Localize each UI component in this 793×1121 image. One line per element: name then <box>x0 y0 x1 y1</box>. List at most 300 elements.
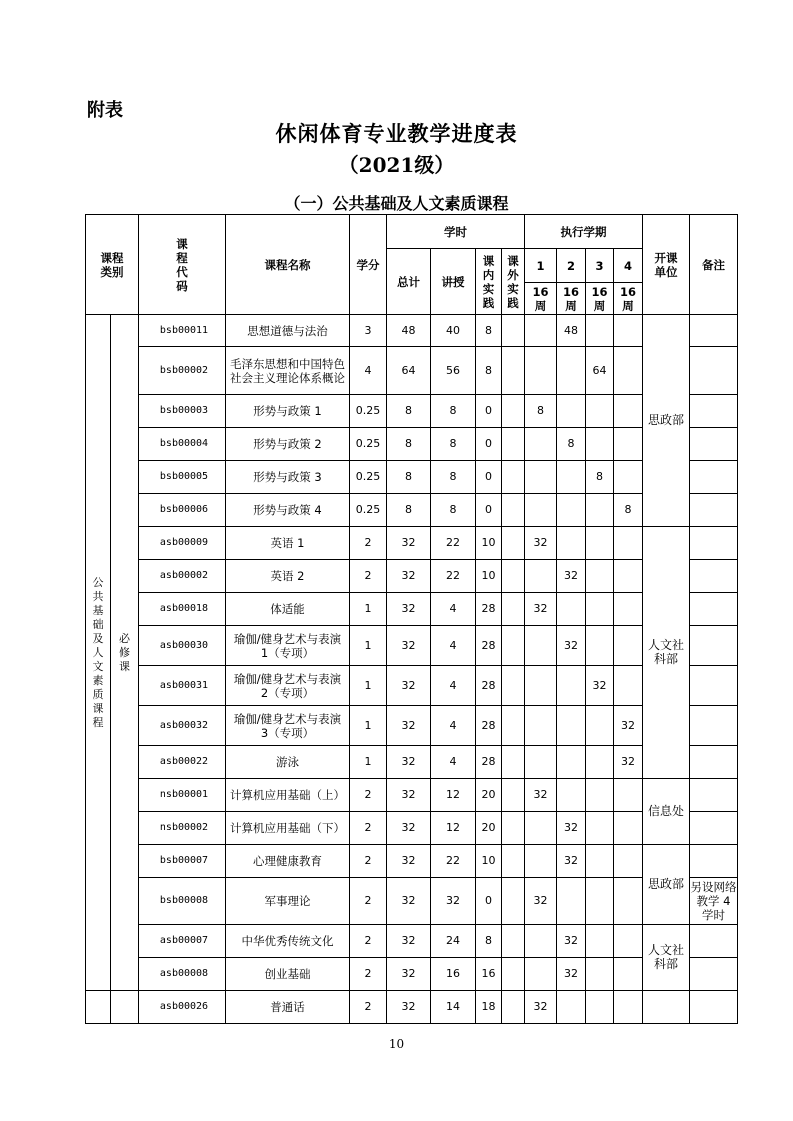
cell-s3: 8 <box>586 461 614 494</box>
course-code: asb00002 <box>139 560 226 593</box>
cell-s4 <box>614 461 643 494</box>
cell-s4: 32 <box>614 746 643 779</box>
cell-s1 <box>525 428 557 461</box>
cell-lecture: 4 <box>431 746 476 779</box>
cell-s4: 8 <box>614 494 643 527</box>
cell-s1 <box>525 560 557 593</box>
cell-lecture: 24 <box>431 925 476 958</box>
note-cell <box>690 428 738 461</box>
cell-s4 <box>614 812 643 845</box>
cell-credits: 0.25 <box>350 395 387 428</box>
dept-cell <box>643 315 690 527</box>
cell-total: 32 <box>387 925 431 958</box>
course-name: 形势与政策 3 <box>226 461 350 494</box>
schedule-table <box>85 214 738 1024</box>
table-row <box>86 428 738 461</box>
cell-out-practice <box>502 991 525 1024</box>
cell-s1: 8 <box>525 395 557 428</box>
header-dept: 开课单位 <box>643 215 690 315</box>
cell-in-practice: 8 <box>476 347 502 395</box>
course-name: 计算机应用基础（上） <box>226 779 350 812</box>
course-name: 体适能 <box>226 593 350 626</box>
table-row <box>86 666 738 706</box>
category-main-label: 公共基础及人文素质课程 <box>92 575 104 729</box>
dept-label: 思政部 <box>647 413 684 427</box>
cell-s3 <box>586 845 614 878</box>
cell-credits: 1 <box>350 746 387 779</box>
cell-s3 <box>586 626 614 666</box>
course-name: 英语 2 <box>226 560 350 593</box>
course-name: 瑜伽/健身艺术与表演 1（专项） <box>226 626 350 666</box>
cell-s4 <box>614 395 643 428</box>
cell-credits: 2 <box>350 527 387 560</box>
note-cell <box>690 925 738 958</box>
course-code: asb00022 <box>139 746 226 779</box>
course-code: nsb00001 <box>139 779 226 812</box>
cell-s4 <box>614 958 643 991</box>
cell-credits: 1 <box>350 626 387 666</box>
cell-s1 <box>525 746 557 779</box>
cell-lecture: 56 <box>431 347 476 395</box>
cell-s4 <box>614 347 643 395</box>
cell-total: 32 <box>387 666 431 706</box>
cell-lecture: 12 <box>431 812 476 845</box>
cell-total: 32 <box>387 845 431 878</box>
course-code: nsb00002 <box>139 812 226 845</box>
table-row <box>86 347 738 395</box>
cell-credits: 2 <box>350 958 387 991</box>
category-sub-empty <box>111 991 139 1024</box>
note-cell <box>690 347 738 395</box>
cell-in-practice: 0 <box>476 878 502 925</box>
cell-s1 <box>525 958 557 991</box>
category-main <box>86 315 111 991</box>
cell-out-practice <box>502 461 525 494</box>
header-weeks3: 16周 <box>586 283 614 315</box>
dept-label: 人文社科部 <box>647 638 684 666</box>
note-cell <box>690 666 738 706</box>
cell-credits: 0.25 <box>350 461 387 494</box>
header-hours-total: 总计 <box>387 249 431 315</box>
cell-s3 <box>586 395 614 428</box>
cell-s2 <box>557 494 586 527</box>
cell-credits: 1 <box>350 593 387 626</box>
cell-s2: 32 <box>557 560 586 593</box>
cell-out-practice <box>502 845 525 878</box>
header-sem3: 3 <box>586 249 614 283</box>
cell-s2: 32 <box>557 845 586 878</box>
document-title: 休闲体育专业教学进度表 <box>275 121 518 146</box>
cell-lecture: 22 <box>431 527 476 560</box>
header-code: 课程代码 <box>139 215 226 315</box>
note-cell <box>690 593 738 626</box>
cell-s4 <box>614 845 643 878</box>
table-row <box>86 395 738 428</box>
dept-label: 思政部 <box>647 877 684 891</box>
cell-in-practice: 20 <box>476 779 502 812</box>
cell-s4: 32 <box>614 706 643 746</box>
cell-total: 48 <box>387 315 431 347</box>
page-number: 10 <box>388 1037 405 1051</box>
header-semesters: 执行学期 <box>525 215 643 249</box>
cell-s2: 32 <box>557 925 586 958</box>
course-name: 形势与政策 4 <box>226 494 350 527</box>
cell-total: 32 <box>387 560 431 593</box>
document-subtitle: （2021级） <box>338 153 455 177</box>
cell-out-practice <box>502 347 525 395</box>
cell-out-practice <box>502 593 525 626</box>
cell-s2 <box>557 991 586 1024</box>
cell-total: 32 <box>387 958 431 991</box>
cell-lecture: 12 <box>431 779 476 812</box>
cell-total: 8 <box>387 428 431 461</box>
dept-cell-empty <box>643 991 690 1024</box>
cell-s1 <box>525 315 557 347</box>
cell-s2: 8 <box>557 428 586 461</box>
dept-label: 信息处 <box>647 804 684 818</box>
cell-s2: 32 <box>557 626 586 666</box>
cell-lecture: 4 <box>431 706 476 746</box>
cell-credits: 0.25 <box>350 428 387 461</box>
cell-out-practice <box>502 626 525 666</box>
course-name: 普通话 <box>226 991 350 1024</box>
cell-s4 <box>614 666 643 706</box>
cell-s4 <box>614 925 643 958</box>
cell-s1 <box>525 666 557 706</box>
cell-credits: 4 <box>350 347 387 395</box>
section-title: （一）公共基础及人文素质课程 <box>284 194 509 213</box>
cell-total: 32 <box>387 991 431 1024</box>
course-code: bsb00002 <box>139 347 226 395</box>
cell-s1 <box>525 347 557 395</box>
header-hours: 学时 <box>387 215 525 249</box>
cell-in-practice: 0 <box>476 428 502 461</box>
cell-out-practice <box>502 746 525 779</box>
cell-s1 <box>525 845 557 878</box>
cell-s4 <box>614 428 643 461</box>
cell-total: 8 <box>387 494 431 527</box>
course-code: asb00008 <box>139 958 226 991</box>
cell-s3 <box>586 593 614 626</box>
cell-s3 <box>586 560 614 593</box>
cell-s1: 32 <box>525 779 557 812</box>
course-name: 军事理论 <box>226 878 350 925</box>
cell-lecture: 40 <box>431 315 476 347</box>
note-cell <box>690 746 738 779</box>
header-sem1: 1 <box>525 249 557 283</box>
cell-s4 <box>614 779 643 812</box>
table-row <box>86 315 738 347</box>
cell-s4 <box>614 527 643 560</box>
cell-out-practice <box>502 812 525 845</box>
note-cell <box>690 706 738 746</box>
cell-in-practice: 28 <box>476 706 502 746</box>
course-name: 心理健康教育 <box>226 845 350 878</box>
cell-in-practice: 10 <box>476 527 502 560</box>
cell-total: 32 <box>387 626 431 666</box>
course-code: asb00031 <box>139 666 226 706</box>
cell-s4 <box>614 315 643 347</box>
course-code: asb00026 <box>139 991 226 1024</box>
note-cell <box>690 395 738 428</box>
header-weeks1: 16周 <box>525 283 557 315</box>
cell-s3 <box>586 494 614 527</box>
cell-credits: 2 <box>350 925 387 958</box>
cell-credits: 2 <box>350 812 387 845</box>
course-name: 毛泽东思想和中国特色社会主义理论体系概论 <box>226 347 350 395</box>
note-cell <box>690 527 738 560</box>
course-name: 思想道德与法治 <box>226 315 350 347</box>
cell-in-practice: 20 <box>476 812 502 845</box>
cell-s1: 32 <box>525 991 557 1024</box>
table-row <box>86 925 738 958</box>
cell-s2: 32 <box>557 958 586 991</box>
cell-out-practice <box>502 666 525 706</box>
course-code: asb00009 <box>139 527 226 560</box>
cell-total: 32 <box>387 746 431 779</box>
cell-s2 <box>557 878 586 925</box>
cell-total: 64 <box>387 347 431 395</box>
cell-lecture: 22 <box>431 845 476 878</box>
category-sub-label: 必修课 <box>119 631 130 673</box>
note-cell <box>690 779 738 812</box>
cell-in-practice: 18 <box>476 991 502 1024</box>
table-row <box>86 593 738 626</box>
cell-s3 <box>586 958 614 991</box>
cell-credits: 2 <box>350 779 387 812</box>
header-name: 课程名称 <box>226 215 350 315</box>
cell-out-practice <box>502 958 525 991</box>
cell-in-practice: 0 <box>476 494 502 527</box>
course-code: bsb00003 <box>139 395 226 428</box>
cell-credits: 2 <box>350 845 387 878</box>
table-row <box>86 812 738 845</box>
header-category: 课程类别 <box>86 215 139 315</box>
cell-s2 <box>557 779 586 812</box>
note-cell <box>690 626 738 666</box>
cell-in-practice: 28 <box>476 593 502 626</box>
cell-credits: 3 <box>350 315 387 347</box>
cell-lecture: 32 <box>431 878 476 925</box>
cell-s4 <box>614 560 643 593</box>
cell-in-practice: 28 <box>476 666 502 706</box>
table-row <box>86 779 738 812</box>
cell-s1 <box>525 812 557 845</box>
cell-s2: 48 <box>557 315 586 347</box>
dept-cell <box>643 925 690 991</box>
note-cell <box>690 461 738 494</box>
cell-in-practice: 8 <box>476 925 502 958</box>
cell-s3 <box>586 746 614 779</box>
header-weeks2: 16周 <box>557 283 586 315</box>
cell-lecture: 14 <box>431 991 476 1024</box>
cell-s4 <box>614 991 643 1024</box>
cell-credits: 2 <box>350 560 387 593</box>
course-name: 英语 1 <box>226 527 350 560</box>
cell-lecture: 8 <box>431 395 476 428</box>
cell-out-practice <box>502 878 525 925</box>
cell-s1: 32 <box>525 878 557 925</box>
course-name: 瑜伽/健身艺术与表演 3（专项） <box>226 706 350 746</box>
table-row <box>86 958 738 991</box>
note-cell <box>690 494 738 527</box>
note-cell <box>690 991 738 1024</box>
header-hours-in-practice: 课内实践 <box>476 249 502 315</box>
course-name: 计算机应用基础（下） <box>226 812 350 845</box>
cell-in-practice: 0 <box>476 395 502 428</box>
table-row <box>86 494 738 527</box>
course-code: bsb00008 <box>139 878 226 925</box>
course-code: bsb00006 <box>139 494 226 527</box>
cell-out-practice <box>502 395 525 428</box>
table-row <box>86 461 738 494</box>
cell-s3: 64 <box>586 347 614 395</box>
category-sub <box>111 315 139 991</box>
cell-s2 <box>557 706 586 746</box>
course-name: 形势与政策 1 <box>226 395 350 428</box>
course-code: bsb00011 <box>139 315 226 347</box>
cell-in-practice: 28 <box>476 746 502 779</box>
cell-s3 <box>586 428 614 461</box>
header-sem4: 4 <box>614 249 643 283</box>
dept-cell <box>643 845 690 925</box>
cell-out-practice <box>502 779 525 812</box>
cell-in-practice: 28 <box>476 626 502 666</box>
table-row <box>86 845 738 878</box>
note-cell <box>690 958 738 991</box>
table-row <box>86 991 738 1024</box>
course-name: 形势与政策 2 <box>226 428 350 461</box>
note-cell: 另设网络教学 4 学时 <box>690 878 738 925</box>
cell-lecture: 8 <box>431 461 476 494</box>
cell-total: 32 <box>387 779 431 812</box>
cell-s3 <box>586 991 614 1024</box>
table-row <box>86 560 738 593</box>
cell-s4 <box>614 626 643 666</box>
course-name: 创业基础 <box>226 958 350 991</box>
cell-total: 32 <box>387 812 431 845</box>
cell-s3 <box>586 779 614 812</box>
note-cell <box>690 315 738 347</box>
cell-s1 <box>525 461 557 494</box>
cell-s3 <box>586 812 614 845</box>
cell-s1 <box>525 494 557 527</box>
cell-in-practice: 16 <box>476 958 502 991</box>
cell-lecture: 22 <box>431 560 476 593</box>
cell-s2 <box>557 461 586 494</box>
cell-total: 8 <box>387 395 431 428</box>
dept-cell <box>643 779 690 845</box>
cell-lecture: 4 <box>431 666 476 706</box>
cell-s4 <box>614 878 643 925</box>
cell-s2 <box>557 666 586 706</box>
appendix-label: 附表 <box>87 100 123 121</box>
cell-total: 32 <box>387 593 431 626</box>
course-code: asb00032 <box>139 706 226 746</box>
cell-s1: 32 <box>525 593 557 626</box>
cell-s1 <box>525 626 557 666</box>
cell-s4 <box>614 593 643 626</box>
course-code: bsb00004 <box>139 428 226 461</box>
cell-s3 <box>586 315 614 347</box>
cell-credits: 2 <box>350 991 387 1024</box>
cell-credits: 1 <box>350 706 387 746</box>
header-hours-out-practice: 课外实践 <box>502 249 525 315</box>
cell-s3 <box>586 878 614 925</box>
cell-lecture: 8 <box>431 428 476 461</box>
cell-in-practice: 8 <box>476 315 502 347</box>
note-cell <box>690 560 738 593</box>
cell-in-practice: 0 <box>476 461 502 494</box>
header-notes: 备注 <box>690 215 738 315</box>
cell-credits: 1 <box>350 666 387 706</box>
table-row <box>86 626 738 666</box>
cell-s2 <box>557 746 586 779</box>
table-row <box>86 706 738 746</box>
cell-s3 <box>586 706 614 746</box>
header-weeks4: 16周 <box>614 283 643 315</box>
cell-s1 <box>525 706 557 746</box>
dept-cell <box>643 527 690 779</box>
course-code: asb00030 <box>139 626 226 666</box>
cell-lecture: 16 <box>431 958 476 991</box>
cell-in-practice: 10 <box>476 560 502 593</box>
dept-label: 人文社科部 <box>647 943 684 971</box>
header-hours-lecture: 讲授 <box>431 249 476 315</box>
cell-out-practice <box>502 527 525 560</box>
note-cell <box>690 812 738 845</box>
cell-out-practice <box>502 925 525 958</box>
note-cell <box>690 845 738 878</box>
cell-credits: 0.25 <box>350 494 387 527</box>
cell-out-practice <box>502 494 525 527</box>
cell-total: 32 <box>387 706 431 746</box>
cell-s3 <box>586 527 614 560</box>
course-code: asb00007 <box>139 925 226 958</box>
table-row <box>86 527 738 560</box>
cell-out-practice <box>502 706 525 746</box>
course-name: 中华优秀传统文化 <box>226 925 350 958</box>
table-row <box>86 746 738 779</box>
cell-s2 <box>557 395 586 428</box>
cell-credits: 2 <box>350 878 387 925</box>
cell-lecture: 8 <box>431 494 476 527</box>
cell-total: 32 <box>387 878 431 925</box>
course-name: 游泳 <box>226 746 350 779</box>
header-sem2: 2 <box>557 249 586 283</box>
cell-total: 8 <box>387 461 431 494</box>
course-code: bsb00007 <box>139 845 226 878</box>
cell-lecture: 4 <box>431 626 476 666</box>
cell-total: 32 <box>387 527 431 560</box>
cell-in-practice: 10 <box>476 845 502 878</box>
cell-s3: 32 <box>586 666 614 706</box>
cell-s3 <box>586 925 614 958</box>
cell-s2 <box>557 347 586 395</box>
cell-s1 <box>525 925 557 958</box>
cell-s1: 32 <box>525 527 557 560</box>
header-credits: 学分 <box>350 215 387 315</box>
cell-s2 <box>557 527 586 560</box>
cell-out-practice <box>502 315 525 347</box>
table-row <box>86 878 738 925</box>
course-code: bsb00005 <box>139 461 226 494</box>
course-name: 瑜伽/健身艺术与表演 2（专项） <box>226 666 350 706</box>
cell-s2: 32 <box>557 812 586 845</box>
cell-lecture: 4 <box>431 593 476 626</box>
cell-out-practice <box>502 560 525 593</box>
cell-out-practice <box>502 428 525 461</box>
